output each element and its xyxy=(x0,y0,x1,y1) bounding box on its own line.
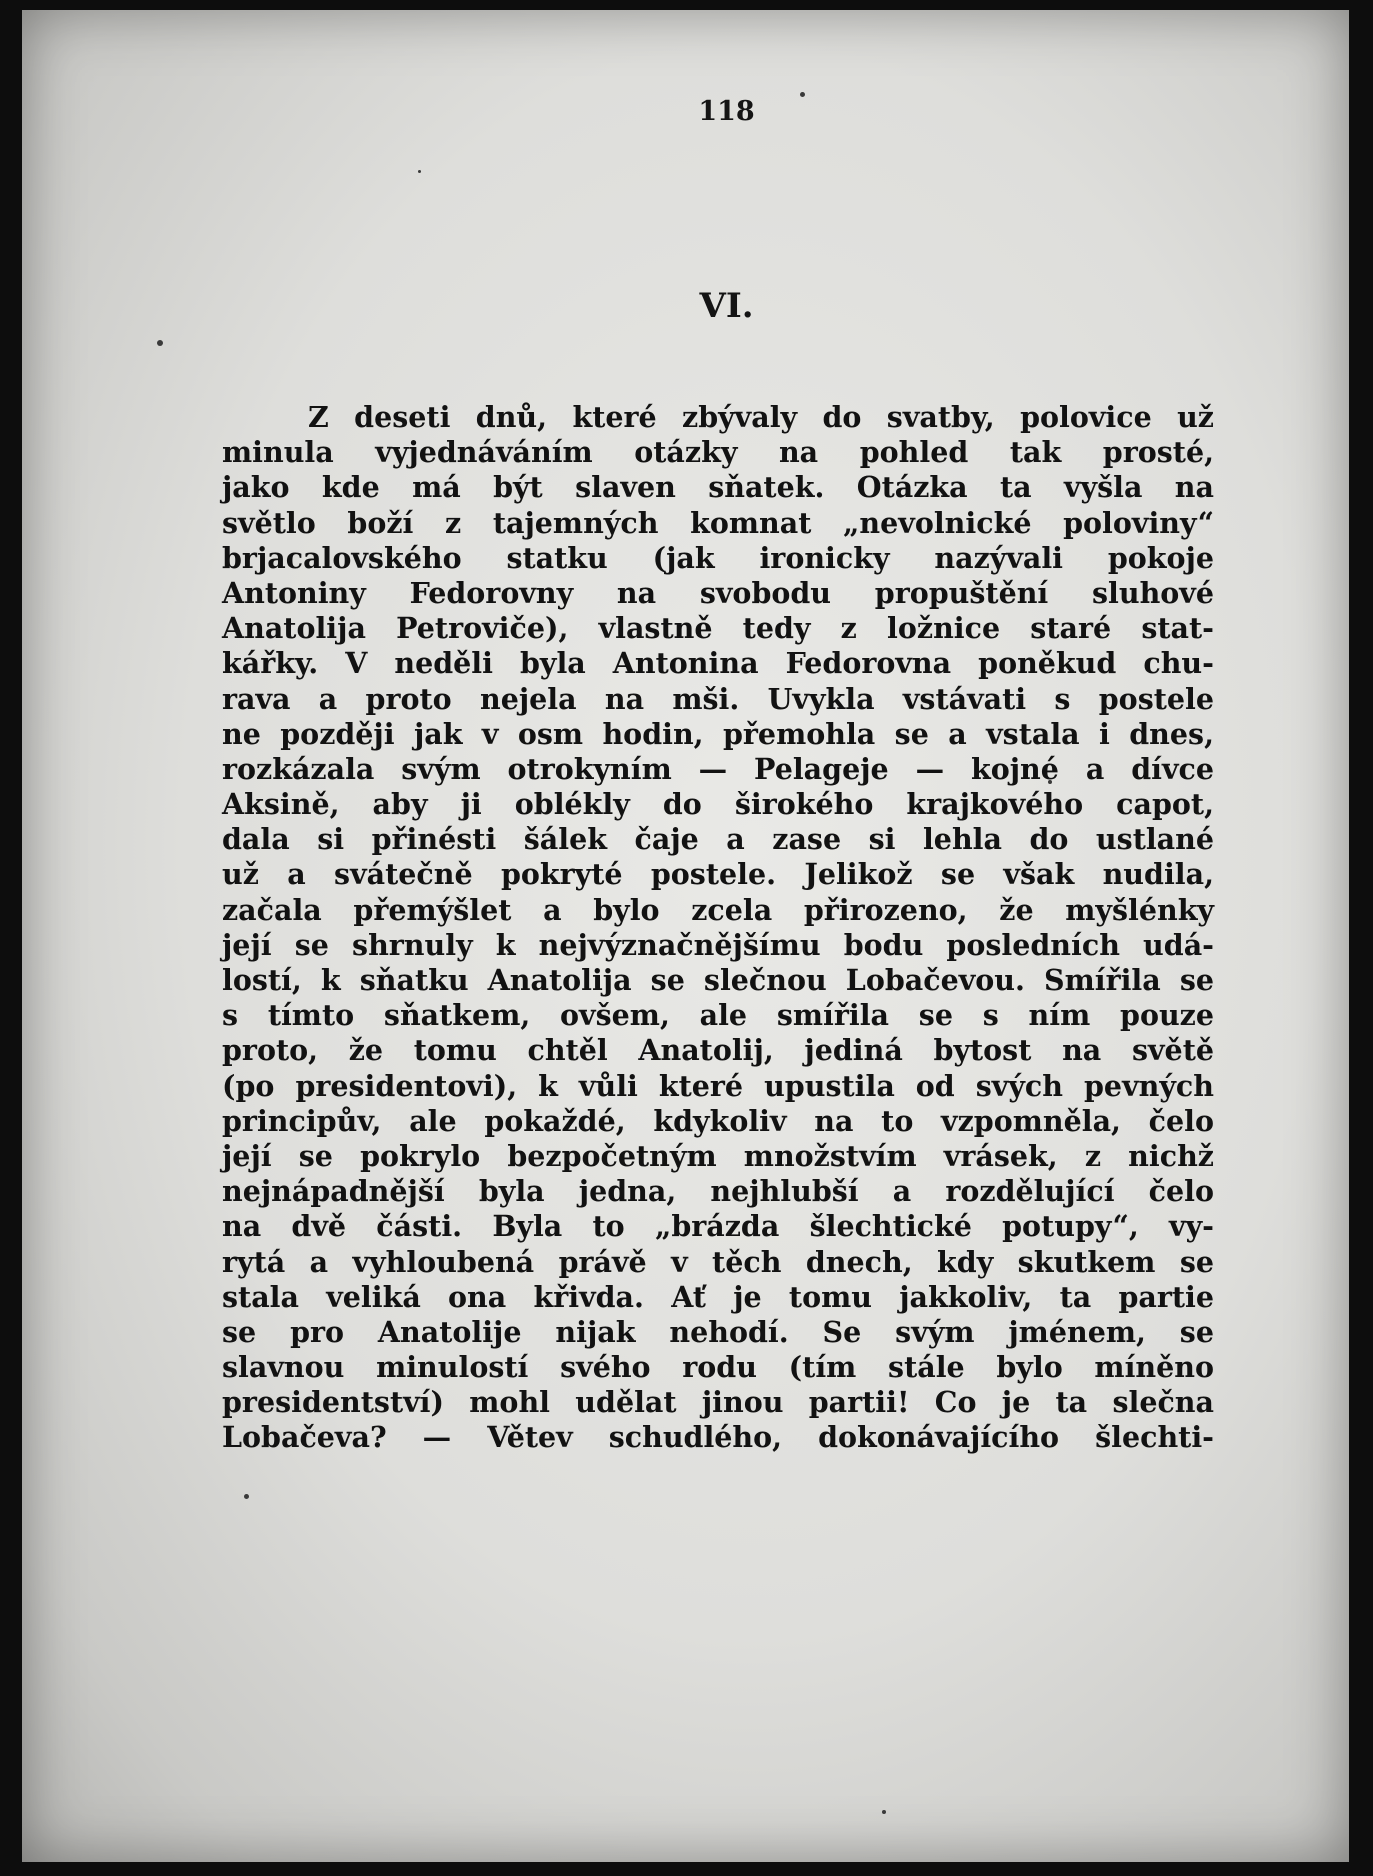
text-line: proto, že tomu chtěl Anatolij, jediná bytost na světě xyxy=(222,1033,1214,1068)
text-line: na dvě části. Byla to „brázda šlechtické potupy“, vy- xyxy=(222,1209,1214,1244)
text-line: minula vyjednáváním otázky na pohled tak prosté, xyxy=(222,435,1214,470)
text-line: Aksině, aby ji oblékly do širokého krajkového capot, xyxy=(222,787,1214,822)
text-line: stala veliká ona křivda. Ať je tomu jakkoliv, ta partie xyxy=(222,1279,1214,1314)
text-line: brjacalovského statku (jak ironicky nazývali pokoje xyxy=(222,540,1214,575)
print-speck xyxy=(418,170,421,173)
text-line: ne později jak v osm hodin, přemohla se a vstala i dnes, xyxy=(222,716,1214,751)
chapter-heading: VI. xyxy=(699,286,754,326)
text-line: s tímto sňatkem, ovšem, ale smířila se s ním pouze xyxy=(222,998,1214,1033)
text-line: Anatolija Petroviče), vlastně tedy z ložnice staré stat- xyxy=(222,611,1214,646)
text-line: Z deseti dnů, které zbývaly do svatby, polovice už xyxy=(308,400,1214,434)
print-speck xyxy=(157,340,163,346)
text-line: rytá a vyhloubená právě v těch dnech, kdy skutkem se xyxy=(222,1244,1214,1279)
body-text xyxy=(222,400,1214,1456)
text-line: jako kde má být slaven sňatek. Otázka ta vyšla na xyxy=(222,470,1214,505)
text-line: její se pokrylo bezpočetným množstvím vrásek, z nichž xyxy=(222,1138,1214,1173)
text-line: presidentství) mohl udělat jinou partii! Co je ta slečna xyxy=(222,1385,1214,1420)
text-line: Lobačeva? — Větev schudlého, dokonávajícího šlechti- xyxy=(222,1420,1214,1455)
text-line: dala si přinésti šálek čaje a zase si lehla do ustlané xyxy=(222,822,1214,857)
text-line: už a svátečně pokryté postele. Jelikož se však nudila, xyxy=(222,857,1214,892)
text-line: Antoniny Fedorovny na svobodu propuštění sluhové xyxy=(222,575,1214,610)
text-line: slavnou minulostí svého rodu (tím stále bylo míněno xyxy=(222,1350,1214,1385)
print-speck xyxy=(244,1494,249,1499)
page-number: 118 xyxy=(698,96,755,127)
print-speck xyxy=(882,1810,886,1814)
text-line: světlo boží z tajemných komnat „nevolnické poloviny“ xyxy=(222,505,1214,540)
text-line: rozkázala svým otrokyním — Pelageje — kojné a dívce xyxy=(222,751,1214,786)
text-line: její se shrnuly k nejvýznačnějšímu bodu posledních udá- xyxy=(222,927,1214,962)
text-line: lostí, k sňatku Anatolija se slečnou Lobačevou. Smířila se xyxy=(222,963,1214,997)
text-line: začala přemýšlet a bylo zcela přirozeno, že myšlénky xyxy=(222,892,1214,927)
text-line: (po presidentovi), k vůli které upustila od svých pevných xyxy=(222,1068,1214,1103)
text-line: rava a proto nejela na mši. Uvykla vstávati s postele xyxy=(222,681,1214,716)
text-line: nejnápadnější byla jedna, nejhlubší a rozdělující čelo xyxy=(222,1174,1214,1209)
text-line: se pro Anatolije nijak nehodí. Se svým jménem, se xyxy=(222,1314,1214,1349)
text-line: kářky. V neděli byla Antonina Fedorovna poněkud chu- xyxy=(222,646,1214,681)
text-line: principův, ale pokaždé, kdykoliv na to vzpomněla, čelo xyxy=(222,1103,1214,1138)
